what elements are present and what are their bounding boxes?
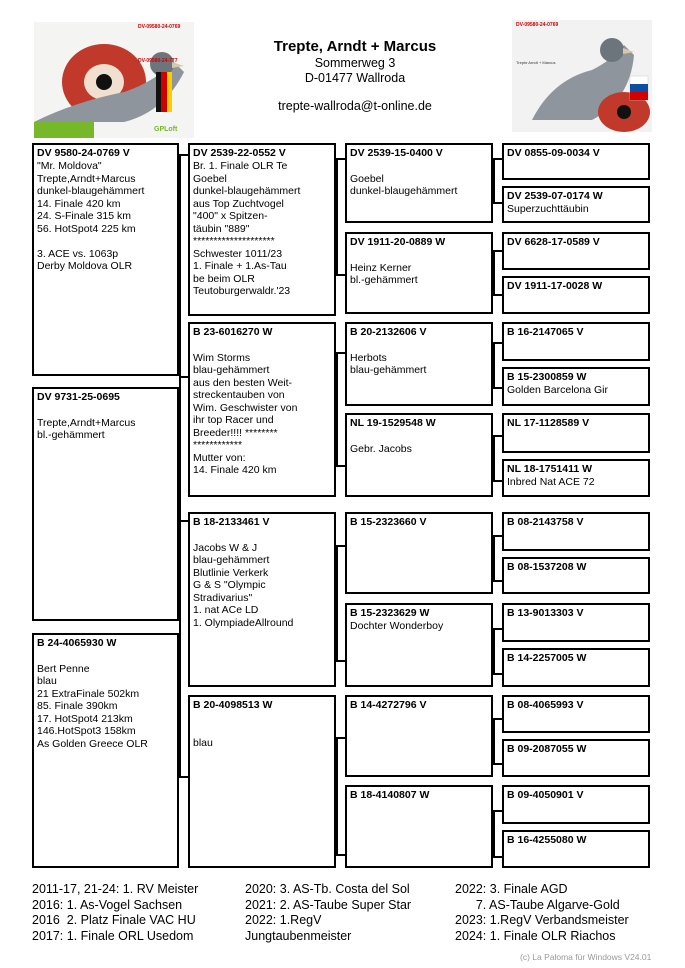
gen4-ring: B 13-9013303 V <box>507 607 584 619</box>
left-photo-brand: GPLoft <box>154 126 178 133</box>
dam-pigeon-box[interactable] <box>32 633 179 868</box>
connector-line <box>493 158 495 202</box>
dam-details: Bert Penne blau 21 ExtraFinale 502km 85. Finale 390km 17. HotSpot4 213km 146.HotSpot3 158km As Golden Greece OLR <box>37 662 148 750</box>
connector-line <box>179 154 181 776</box>
gen4-ring: DV 1911-17-0028 W <box>507 280 603 292</box>
sibling-pigeon-box[interactable] <box>32 387 179 621</box>
gen3-details: Gebr. Jacobs <box>350 442 412 455</box>
connector-line <box>336 352 338 465</box>
gen4-ring: NL 18-1751411 W <box>507 463 593 475</box>
connector-line <box>493 480 502 482</box>
connector-line <box>493 535 502 537</box>
connector-line <box>493 294 502 296</box>
sire-dam-details: Wim Storms blau-gehämmert aus den besten Weit- streckentauben von Wim. Geschwister von ihr top Racer und Breeder!!!! ******** ************ Mutter von: 14. Finale 420 km <box>193 351 298 476</box>
connector-line <box>493 718 502 720</box>
connector-line <box>336 660 345 662</box>
connector-line <box>336 737 345 739</box>
connector-line <box>493 628 495 673</box>
connector-line <box>179 154 188 156</box>
connector-line <box>336 352 345 354</box>
gen3-box[interactable] <box>345 232 493 314</box>
connector-line <box>179 520 188 522</box>
gen3-box[interactable] <box>345 695 493 777</box>
gen4-box[interactable] <box>502 830 650 868</box>
connector-line <box>336 545 338 660</box>
gen4-box[interactable] <box>502 276 650 314</box>
gen4-box[interactable] <box>502 322 650 361</box>
connector-line <box>493 856 502 858</box>
breeder-email[interactable]: trepte-wallroda@t-online.de <box>278 99 432 113</box>
gen4-ring: B 08-4065993 V <box>507 699 584 711</box>
dam-sire-box[interactable] <box>188 512 336 687</box>
sibling-details: Trepte,Arndt+Marcus bl.-gehämmert <box>37 416 136 441</box>
gen3-details: Dochter Wonderboy <box>350 620 444 632</box>
sibling-ring: DV 9731-25-0695 <box>37 391 120 403</box>
gen4-box[interactable] <box>502 695 650 733</box>
gen4-box[interactable] <box>502 557 650 594</box>
connector-line <box>179 376 188 378</box>
gen3-box[interactable] <box>345 603 493 687</box>
connector-line <box>336 545 345 547</box>
copyright-note: (c) La Paloma für Windows V24.01 <box>520 952 652 962</box>
breeder-street: Sommerweg 3 <box>314 56 396 70</box>
dam-dam-box[interactable] <box>188 695 336 868</box>
gen4-ring: B 16-2147065 V <box>507 326 584 338</box>
gen4-box[interactable] <box>502 459 650 497</box>
gen3-ring: NL 19-1529548 W <box>350 417 436 429</box>
gen4-box[interactable] <box>502 143 650 180</box>
gen4-box[interactable] <box>502 603 650 642</box>
connector-line <box>493 435 495 480</box>
gen3-ring: B 15-2323660 V <box>350 516 427 528</box>
connector-line <box>493 158 502 160</box>
gen3-details: Goebel dunkel-blaugehämmert <box>350 172 458 197</box>
connector-line <box>336 465 345 467</box>
connector-line <box>493 628 502 630</box>
gen4-box[interactable] <box>502 413 650 453</box>
gen3-ring: B 18-4140807 W <box>350 789 430 801</box>
sire-sire-details: Br. 1. Finale OLR Te Goebel dunkel-blaugehämmert aus Top Zuchtvogel "400" x Spitzen- täubin "889" ******************** Schwester 1011/23 1. Finale + 1.As-Tau be beim OLR Teutoburgerwaldr.'23 <box>193 160 301 297</box>
connector-line <box>336 737 338 854</box>
connector-line <box>493 342 502 344</box>
gen3-box[interactable] <box>345 413 493 497</box>
connector-line <box>493 810 495 856</box>
connector-line <box>493 342 495 387</box>
gen3-details: Herbots blau-gehämmert <box>350 351 427 376</box>
gen4-ring: NL 17-1128589 V <box>507 417 590 429</box>
connector-line <box>336 274 345 276</box>
dam-sire-details: Jacobs W & J blau-gehämmert Blutlinie Verkerk G & S "Olympic Stradivarius" 1. nat ACe LD 1. OlympiadeAllround <box>193 541 294 629</box>
connector-line <box>493 250 495 294</box>
dam-ring: B 24-4065930 W <box>37 637 117 649</box>
achievements-col-3: 2022: 3. Finale AGD 7. AS-Taube Algarve-Gold 2023: 1.RegV Verbandsmeister 2024: 1. Finale OLR Riachos <box>455 882 629 943</box>
sire-sire-ring: DV 2539-22-0552 V <box>193 147 286 159</box>
connector-line <box>493 250 502 252</box>
gen4-ring: DV 2539-07-0174 W <box>507 190 603 202</box>
sire-dam-box[interactable] <box>188 322 336 497</box>
gen4-details: Golden Barcelona Gir <box>507 384 608 396</box>
achievements-col-2: 2020: 3. AS-Tb. Costa del Sol 2021: 2. AS-Taube Super Star 2022: 1.RegV Jungtaubenmeister <box>245 882 412 943</box>
connector-line <box>493 673 502 675</box>
right-pigeon-photo <box>512 20 652 132</box>
gen3-ring: B 15-2323629 W <box>350 607 430 619</box>
connector-line <box>493 810 502 812</box>
right-photo-brand: Trepte Arndt + Marcus <box>516 60 556 65</box>
gen4-box[interactable] <box>502 739 650 777</box>
gen3-box[interactable] <box>345 512 493 594</box>
gen4-ring: B 08-1537208 W <box>507 561 587 573</box>
connector-line <box>493 718 495 763</box>
gen4-ring: B 14-2257005 W <box>507 652 587 664</box>
gen3-ring: B 14-4272796 V <box>350 699 427 711</box>
gen4-details: Superzuchttäubin <box>507 203 589 215</box>
gen4-ring: B 09-2087055 W <box>507 743 587 755</box>
gen4-ring: B 16-4255080 W <box>507 834 587 846</box>
subject-ring: DV 9580-24-0769 V <box>37 147 130 159</box>
breeder-name: Trepte, Arndt + Marcus <box>273 38 437 55</box>
subject-pigeon-box[interactable] <box>32 143 179 376</box>
achievements-col-1: 2011-17, 21-24: 1. RV Meister 2016: 1. As-Vogel Sachsen 2016 2. Platz Finale VAC HU 2017: 1. Finale ORL Usedom <box>32 882 199 943</box>
connector-line <box>336 158 338 274</box>
gen3-box[interactable] <box>345 143 493 223</box>
gen4-box[interactable] <box>502 367 650 406</box>
gen4-ring: B 09-4050901 V <box>507 789 584 801</box>
gen4-box[interactable] <box>502 186 650 223</box>
connector-line <box>493 580 502 582</box>
gen4-ring: DV 6628-17-0589 V <box>507 236 600 248</box>
left-photo-caption: DV-09580-24-777 <box>138 58 178 64</box>
connector-line <box>336 854 345 856</box>
gen4-box[interactable] <box>502 512 650 551</box>
breeder-city: D-01477 Wallroda <box>304 71 406 85</box>
gen4-ring: DV 0855-09-0034 V <box>507 147 600 159</box>
gen4-box[interactable] <box>502 232 650 270</box>
gen3-ring: DV 2539-15-0400 V <box>350 147 443 159</box>
connector-line <box>493 202 502 204</box>
gen3-box[interactable] <box>345 322 493 406</box>
gen3-details: Heinz Kerner bl.-gehämmert <box>350 261 418 286</box>
gen4-box[interactable] <box>502 648 650 687</box>
dam-dam-details: blau <box>193 737 213 749</box>
gen3-ring: DV 1911-20-0889 W <box>350 236 446 248</box>
connector-line <box>179 776 188 778</box>
connector-line <box>493 535 495 580</box>
gen4-details: Inbred Nat ACE 72 <box>507 476 595 488</box>
connector-line <box>493 435 502 437</box>
gen4-ring: B 15-2300859 W <box>507 371 587 383</box>
left-pigeon-photo <box>34 22 194 138</box>
dam-dam-ring: B 20-4098513 W <box>193 699 273 711</box>
sire-dam-ring: B 23-6016270 W <box>193 326 273 338</box>
subject-details: "Mr. Moldova" Trepte,Arndt+Marcus dunkel-blaugehämmert 14. Finale 420 km 24. S-Finale 315 km 56. HotSpot4 225 km 3. ACE vs. 1063p Derby Moldova OLR <box>37 160 145 272</box>
sire-sire-box[interactable] <box>188 143 336 316</box>
gen4-box[interactable] <box>502 785 650 824</box>
gen3-box[interactable] <box>345 785 493 868</box>
connector-line <box>493 387 502 389</box>
connector-line <box>336 158 345 160</box>
left-photo-title: DV-09580-24-0769 <box>138 24 181 30</box>
gen4-ring: B 08-2143758 V <box>507 516 584 528</box>
connector-line <box>493 763 502 765</box>
right-photo-title: DV-09580-24-0769 <box>516 22 559 28</box>
dam-sire-ring: B 18-2133461 V <box>193 516 270 528</box>
gen3-ring: B 20-2132606 V <box>350 326 427 338</box>
